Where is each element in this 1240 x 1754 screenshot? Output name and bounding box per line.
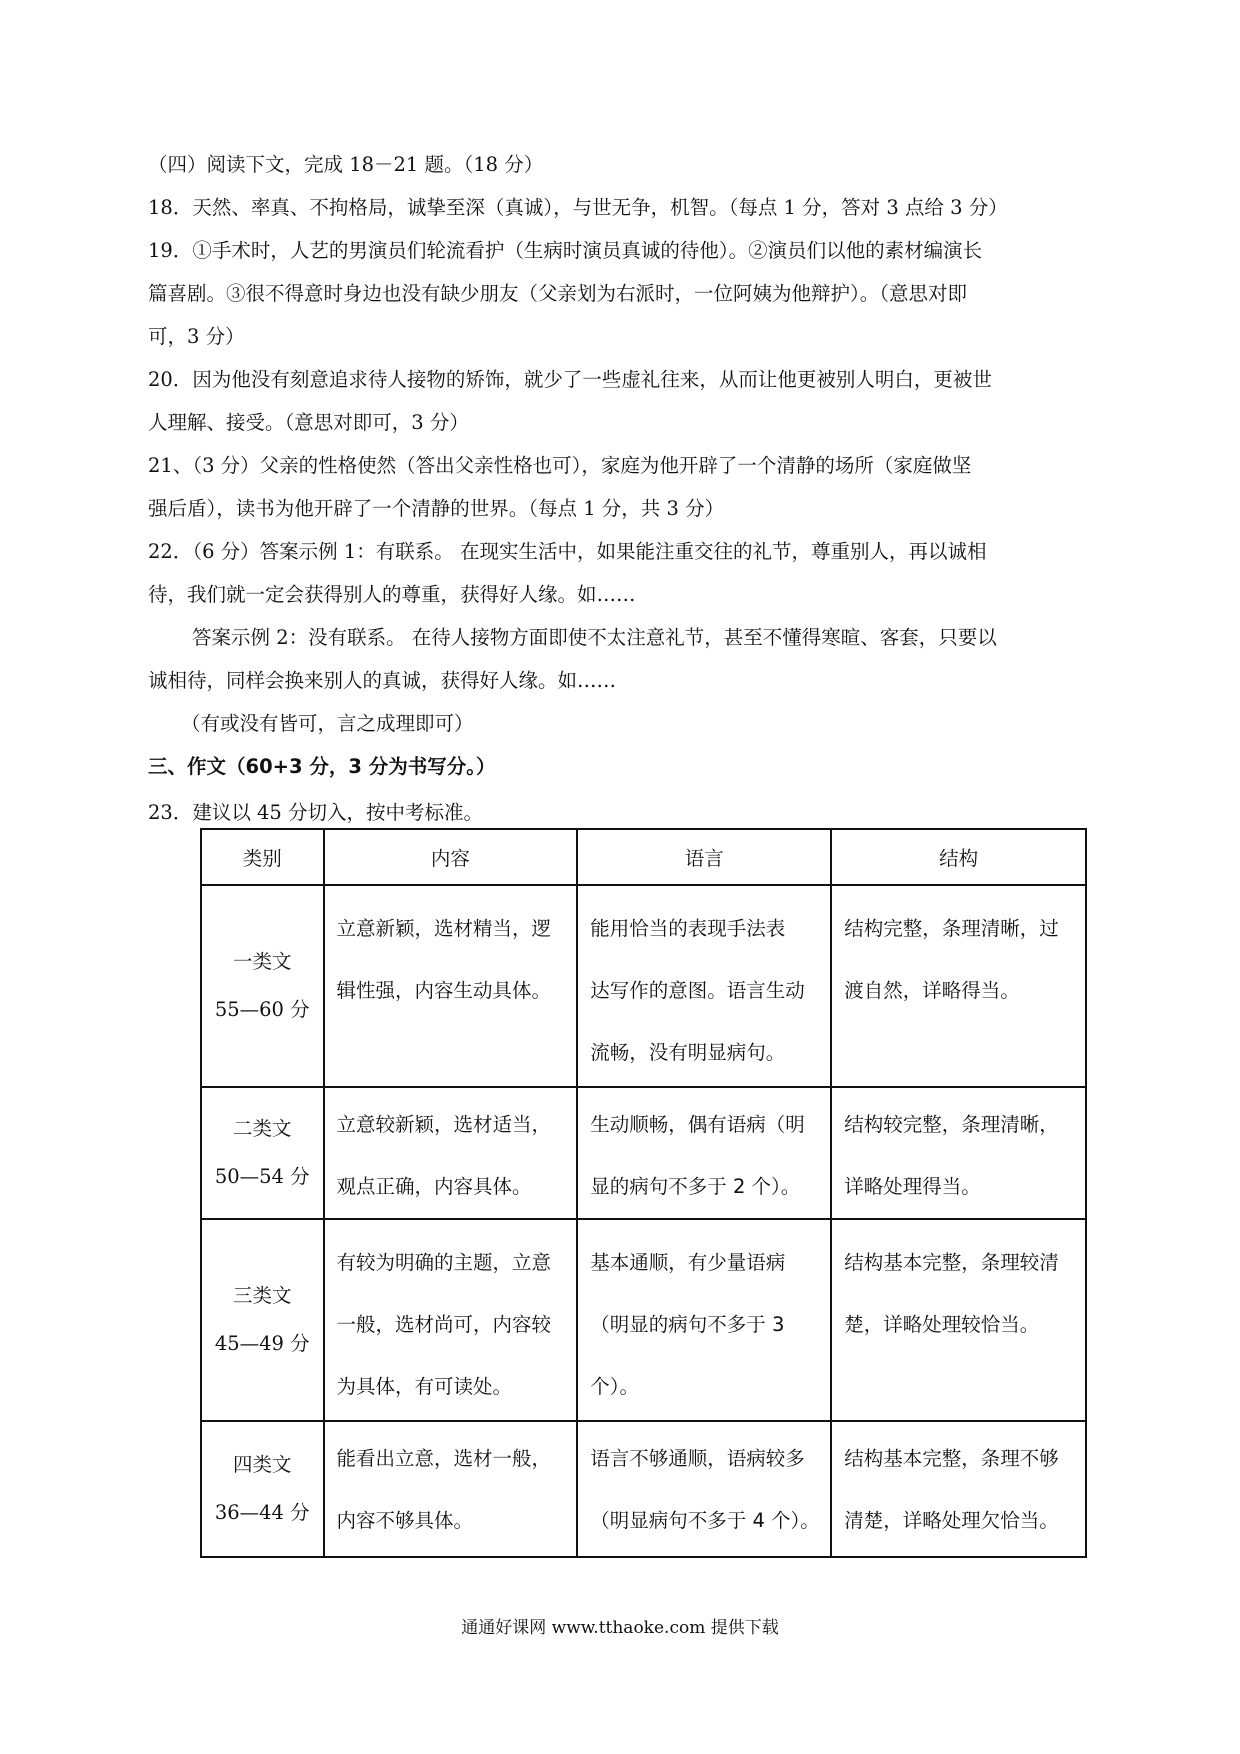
cell-line: 详略处理得当。 <box>844 1175 981 1198</box>
cell-line: 语言不够通顺，语病较多 <box>590 1447 805 1470</box>
table-header-row <box>201 829 1086 885</box>
category-range: 45—49 分 <box>214 1332 310 1355</box>
content-cell <box>324 1219 578 1421</box>
scoring-rubric-table <box>200 828 1087 1558</box>
category-name: 一类文 <box>232 950 292 973</box>
category-range: 50—54 分 <box>214 1165 310 1188</box>
cell-line: 辑性强，内容生动具体。 <box>336 979 552 1002</box>
cell-line: 为具体，有可读处。 <box>336 1375 513 1398</box>
answer-22-example2-line2: 诚相待，同样会换来别人的真诚，获得好人缘。如…… <box>148 669 617 692</box>
cell-line: 楚，详略处理较恰当。 <box>844 1313 1040 1336</box>
cell-line: 基本通顺，有少量语病 <box>590 1251 786 1274</box>
section3-heading: 三、作文（60+3 分，3 分为书写分。） <box>148 755 496 778</box>
cell-line: 清楚，详略处理欠恰当。 <box>844 1509 1059 1532</box>
cell-line: 内容不够具体。 <box>336 1509 474 1532</box>
cell-line: 结构较完整，条理清晰， <box>844 1113 1059 1136</box>
content-cell <box>324 1421 578 1557</box>
content-cell <box>324 885 578 1087</box>
category-name: 二类文 <box>232 1117 292 1140</box>
language-cell <box>577 1087 831 1219</box>
cell-line: 显的病句不多于 2 个）。 <box>590 1175 801 1198</box>
cell-line: 结构完整，条理清晰，过 <box>844 917 1059 940</box>
structure-cell <box>831 885 1086 1087</box>
answer-21-line2: 强后盾），读书为他开辟了一个清静的世界。（每点 1 分，共 3 分） <box>148 497 725 520</box>
table-row <box>201 1421 1086 1557</box>
answer-22-line2: 待，我们就一定会获得别人的尊重，获得好人缘。如…… <box>148 583 636 606</box>
answer-21-line1: 21、（3 分）父亲的性格使然（答出父亲性格也可），家庭为他开辟了一个清静的场所（家庭做坚 <box>148 454 972 477</box>
category-name: 四类文 <box>232 1453 292 1476</box>
cell-line: 生动顺畅，偶有语病（明 <box>590 1113 805 1136</box>
structure-cell <box>831 1421 1086 1557</box>
table-row <box>201 885 1086 1087</box>
answer-text-block <box>148 143 1093 834</box>
cell-line: 立意新颖，选材精当，逻 <box>336 917 552 940</box>
cell-line: （明显的病句不多于 3 <box>590 1313 785 1336</box>
structure-cell <box>831 1219 1086 1421</box>
language-cell <box>577 1421 831 1557</box>
category-range: 55—60 分 <box>214 998 310 1021</box>
category-range: 36—44 分 <box>214 1501 310 1524</box>
header-structure: 结构 <box>831 829 1086 885</box>
cell-line: 一般，选材尚可，内容较 <box>336 1313 552 1336</box>
category-name: 三类文 <box>232 1284 292 1307</box>
answer-22-note: （有或没有皆可，言之成理即可） <box>181 712 474 735</box>
language-cell <box>577 885 831 1087</box>
content-cell <box>324 1087 578 1219</box>
header-category: 类别 <box>201 829 324 885</box>
answer-19-line1: 19．①手术时，人艺的男演员们轮流看护（生病时演员真诚的待他）。②演员们以他的素材编演长 <box>148 239 983 262</box>
answer-20-line2: 人理解、接受。（意思对即可，3 分） <box>148 411 469 434</box>
header-language: 语言 <box>577 829 831 885</box>
cell-line: 有较为明确的主题，立意 <box>336 1251 552 1274</box>
cell-line: 流畅，没有明显病句。 <box>590 1041 786 1064</box>
category-cell <box>201 1219 324 1421</box>
answer-18: 18．天然、率真、不拘格局，诚挚至深（真诚），与世无争，机智。（每点 1 分，答对 3 点给 3 分） <box>148 196 1008 219</box>
table-row <box>201 1087 1086 1219</box>
category-cell <box>201 885 324 1087</box>
answer-23: 23．建议以 45 分切入，按中考标准。 <box>148 801 484 824</box>
cell-line: 达写作的意图。语言生动 <box>590 979 805 1002</box>
answer-22-line1: 22．（6 分）答案示例 1：有联系。 在现实生活中，如果能注重交往的礼节，尊重别人，再以诚相 <box>148 540 987 563</box>
cell-line: 能看出立意，选材一般， <box>336 1447 552 1470</box>
language-cell <box>577 1219 831 1421</box>
structure-cell <box>831 1087 1086 1219</box>
cell-line: 立意较新颖，选材适当， <box>336 1113 552 1136</box>
table-row <box>201 1219 1086 1421</box>
cell-line: 个）。 <box>590 1375 640 1398</box>
cell-line: 能用恰当的表现手法表 <box>590 917 786 940</box>
cell-line: 结构基本完整，条理较清 <box>844 1251 1059 1274</box>
answer-19-line3: 可，3 分） <box>148 325 245 348</box>
page-footer: 通通好课网 www.tthaoke.com 提供下载 <box>461 1618 779 1638</box>
cell-line: 渡自然，详略得当。 <box>844 979 1020 1002</box>
cell-line: （明显病句不多于 4 个）。 <box>590 1509 820 1532</box>
section4-heading: （四）阅读下文，完成 18－21 题。（18 分） <box>148 153 544 176</box>
cell-line: 观点正确，内容具体。 <box>336 1175 532 1198</box>
category-cell <box>201 1421 324 1557</box>
answer-19-line2: 篇喜剧。③很不得意时身边也没有缺少朋友（父亲划为右派时，一位阿姨为他辩护）。（意思对即 <box>148 282 968 305</box>
cell-line: 结构基本完整，条理不够 <box>844 1447 1059 1470</box>
header-content: 内容 <box>324 829 578 885</box>
answer-22-example2-line1: 答案示例 2：没有联系。 在待人接物方面即使不太注意礼节，甚至不懂得寒暄、客套，只要以 <box>192 626 997 649</box>
category-cell <box>201 1087 324 1219</box>
answer-20-line1: 20．因为他没有刻意追求待人接物的矫饰，就少了一些虚礼往来，从而让他更被别人明白，更被世 <box>148 368 992 391</box>
